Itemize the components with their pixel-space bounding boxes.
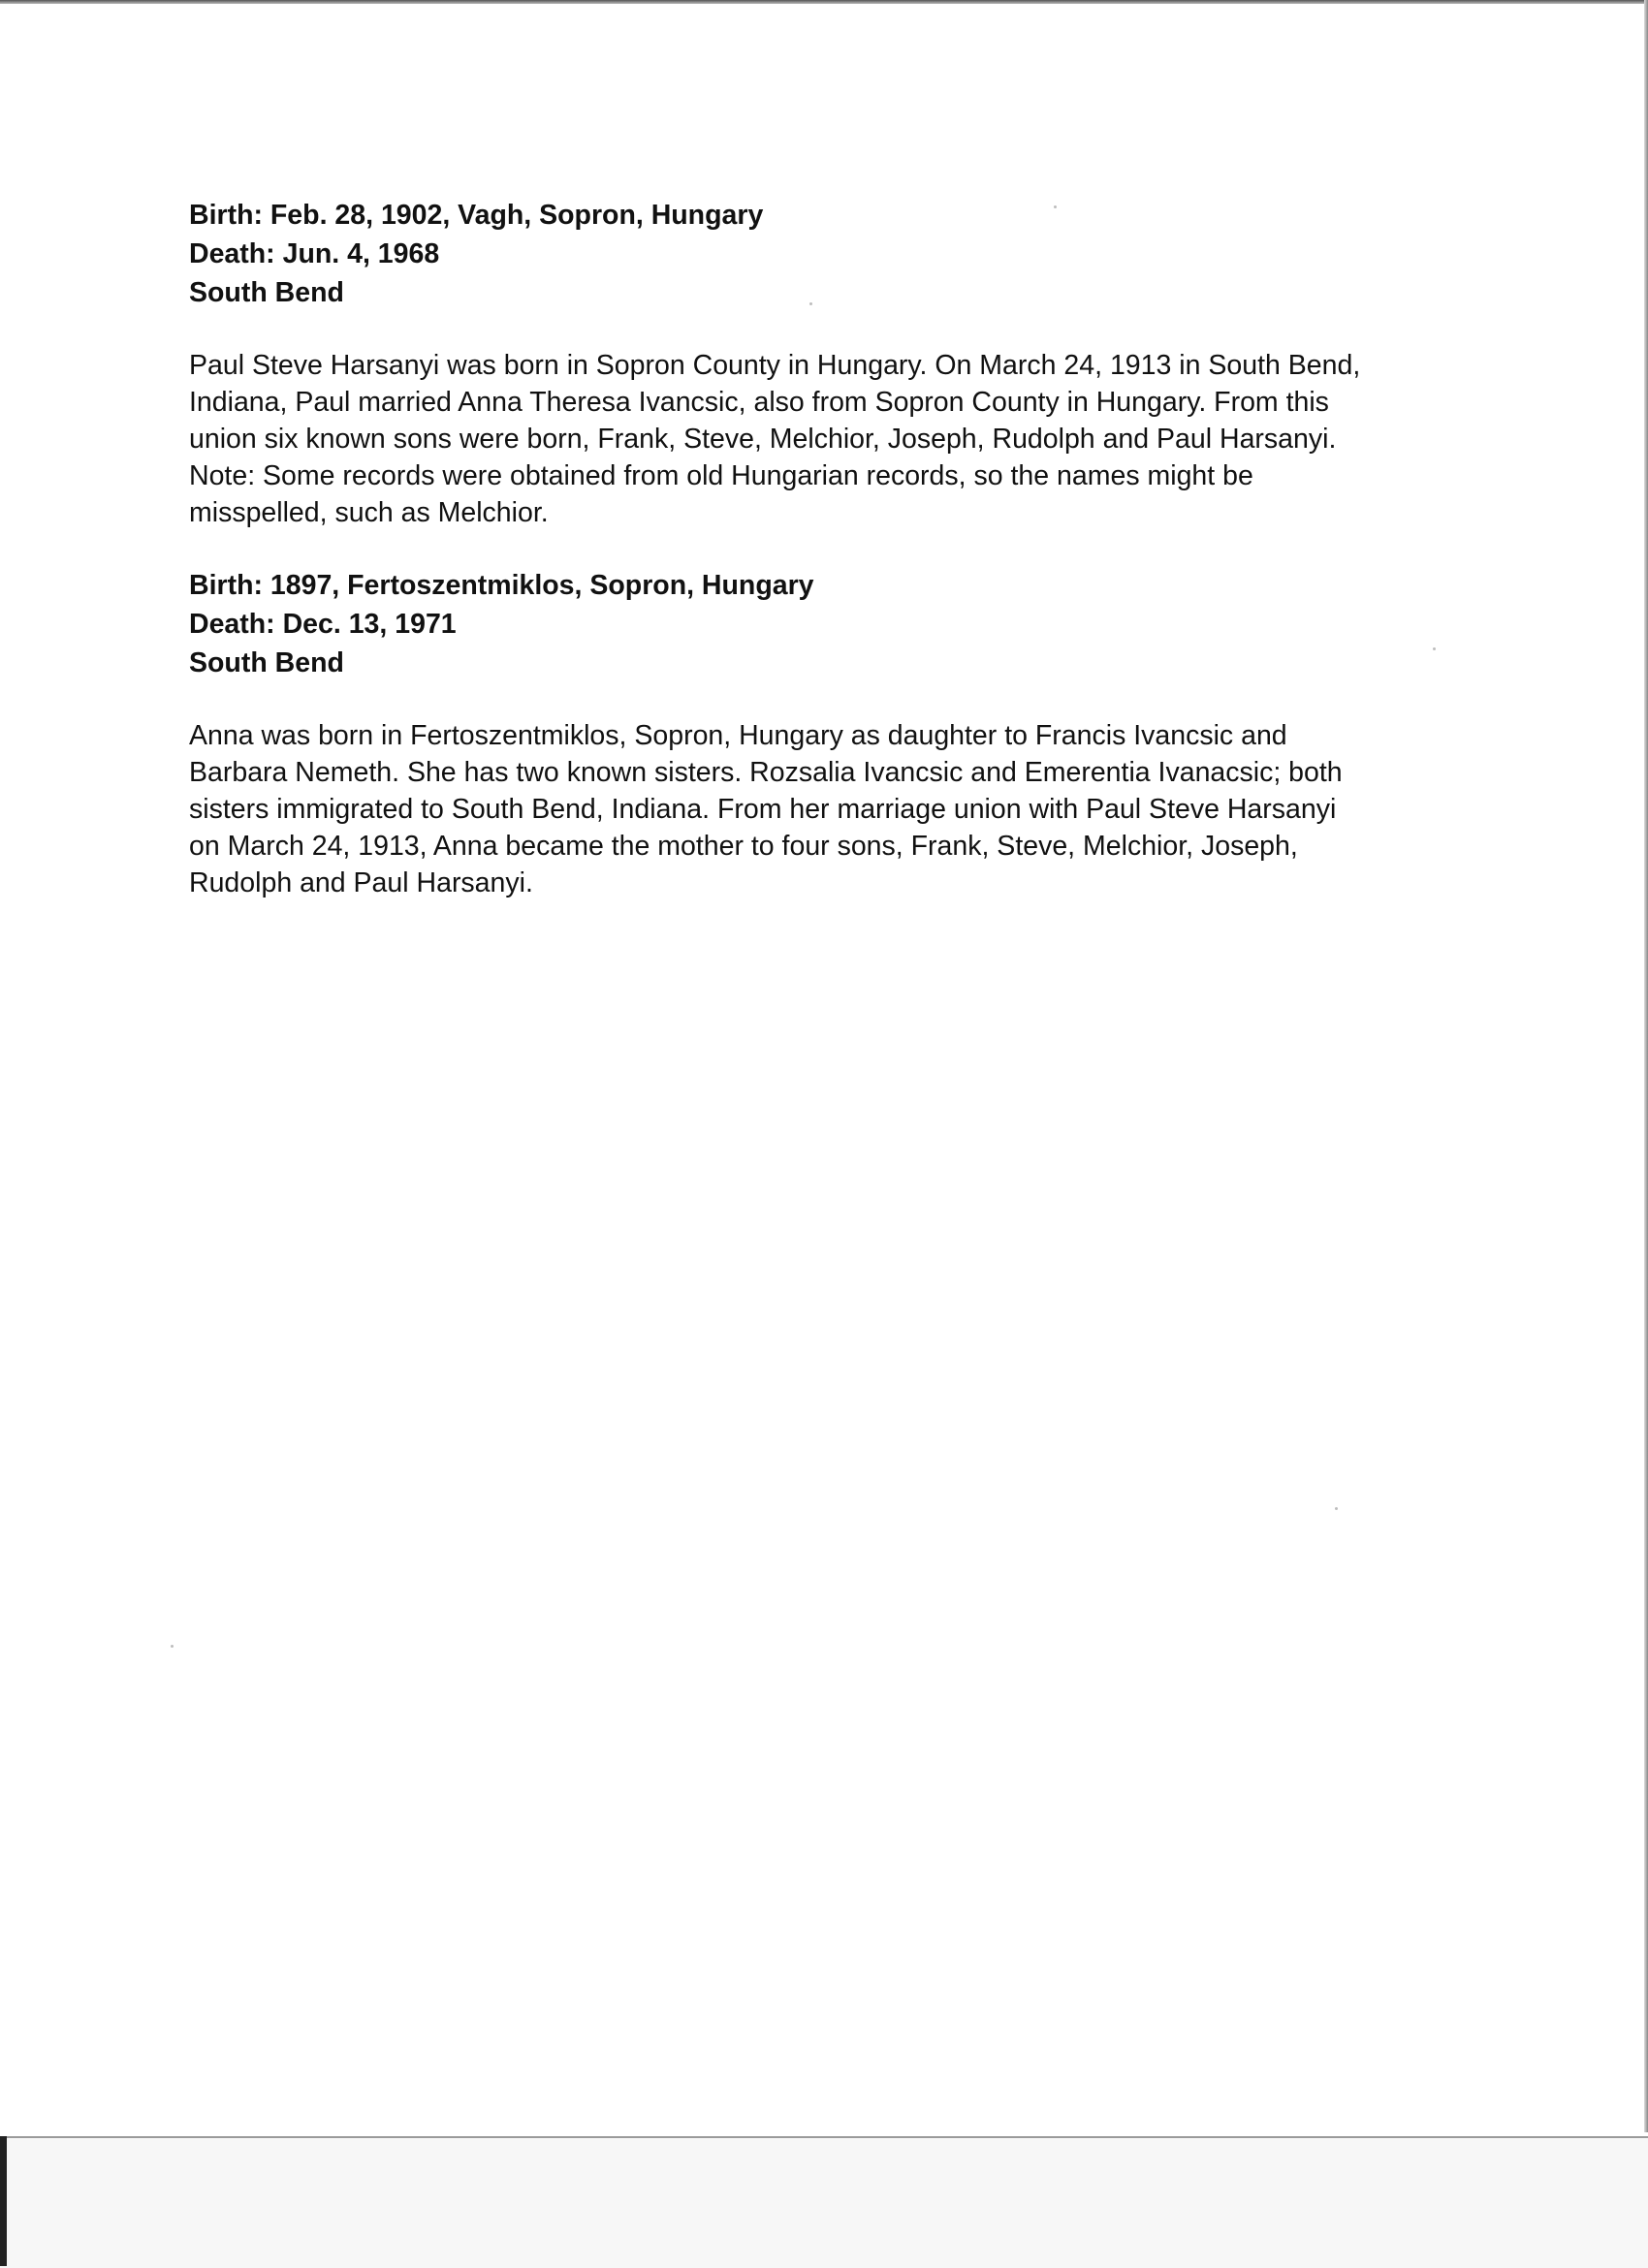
biography-paragraph xyxy=(189,717,1478,901)
biography-line: Rudolph and Paul Harsanyi. xyxy=(189,867,533,898)
record-header xyxy=(189,566,1478,682)
document-body xyxy=(189,196,1478,936)
biography-line: Barbara Nemeth. She has two known sisters. Rozsalia Ivancsic and Emerentia Ivanacsic; both xyxy=(189,757,1343,788)
record-header xyxy=(189,196,1478,312)
place-line: South Bend xyxy=(189,647,344,678)
record-paul-harsanyi xyxy=(189,196,1478,531)
scan-speck xyxy=(1335,1507,1338,1510)
biography-line: union six known sons were born, Frank, Steve, Melchior, Joseph, Rudolph and Paul Harsanyi. xyxy=(189,424,1337,455)
biography-line: Paul Steve Harsanyi was born in Sopron County in Hungary. On March 24, 1913 in South Bend, xyxy=(189,350,1361,381)
birth-line: Birth: Feb. 28, 1902, Vagh, Sopron, Hungary xyxy=(189,200,764,231)
scan-edge-top xyxy=(0,0,1648,4)
birth-line: Birth: 1897, Fertoszentmiklos, Sopron, Hungary xyxy=(189,570,814,601)
scan-speck xyxy=(171,1645,174,1648)
record-anna-harsanyi xyxy=(189,566,1478,901)
biography-paragraph xyxy=(189,347,1478,531)
scanner-bed-strip xyxy=(0,2136,1648,2268)
scan-edge-right xyxy=(1644,0,1648,2132)
biography-line: sisters immigrated to South Bend, Indiana. From her marriage union with Paul Steve Harsanyi xyxy=(189,794,1337,825)
death-line: Death: Dec. 13, 1971 xyxy=(189,609,457,640)
death-line: Death: Jun. 4, 1968 xyxy=(189,238,440,269)
place-line: South Bend xyxy=(189,277,344,308)
biography-line: Indiana, Paul married Anna Theresa Ivancsic, also from Sopron County in Hungary. From this xyxy=(189,387,1329,418)
biography-line: Note: Some records were obtained from old Hungarian records, so the names might be xyxy=(189,460,1253,491)
biography-line: on March 24, 1913, Anna became the mother to four sons, Frank, Steve, Melchior, Joseph, xyxy=(189,831,1298,862)
biography-line: Anna was born in Fertoszentmiklos, Sopron, Hungary as daughter to Francis Ivancsic and xyxy=(189,720,1287,751)
biography-line: misspelled, such as Melchior. xyxy=(189,497,549,528)
scanner-bed-edge xyxy=(0,2136,7,2266)
